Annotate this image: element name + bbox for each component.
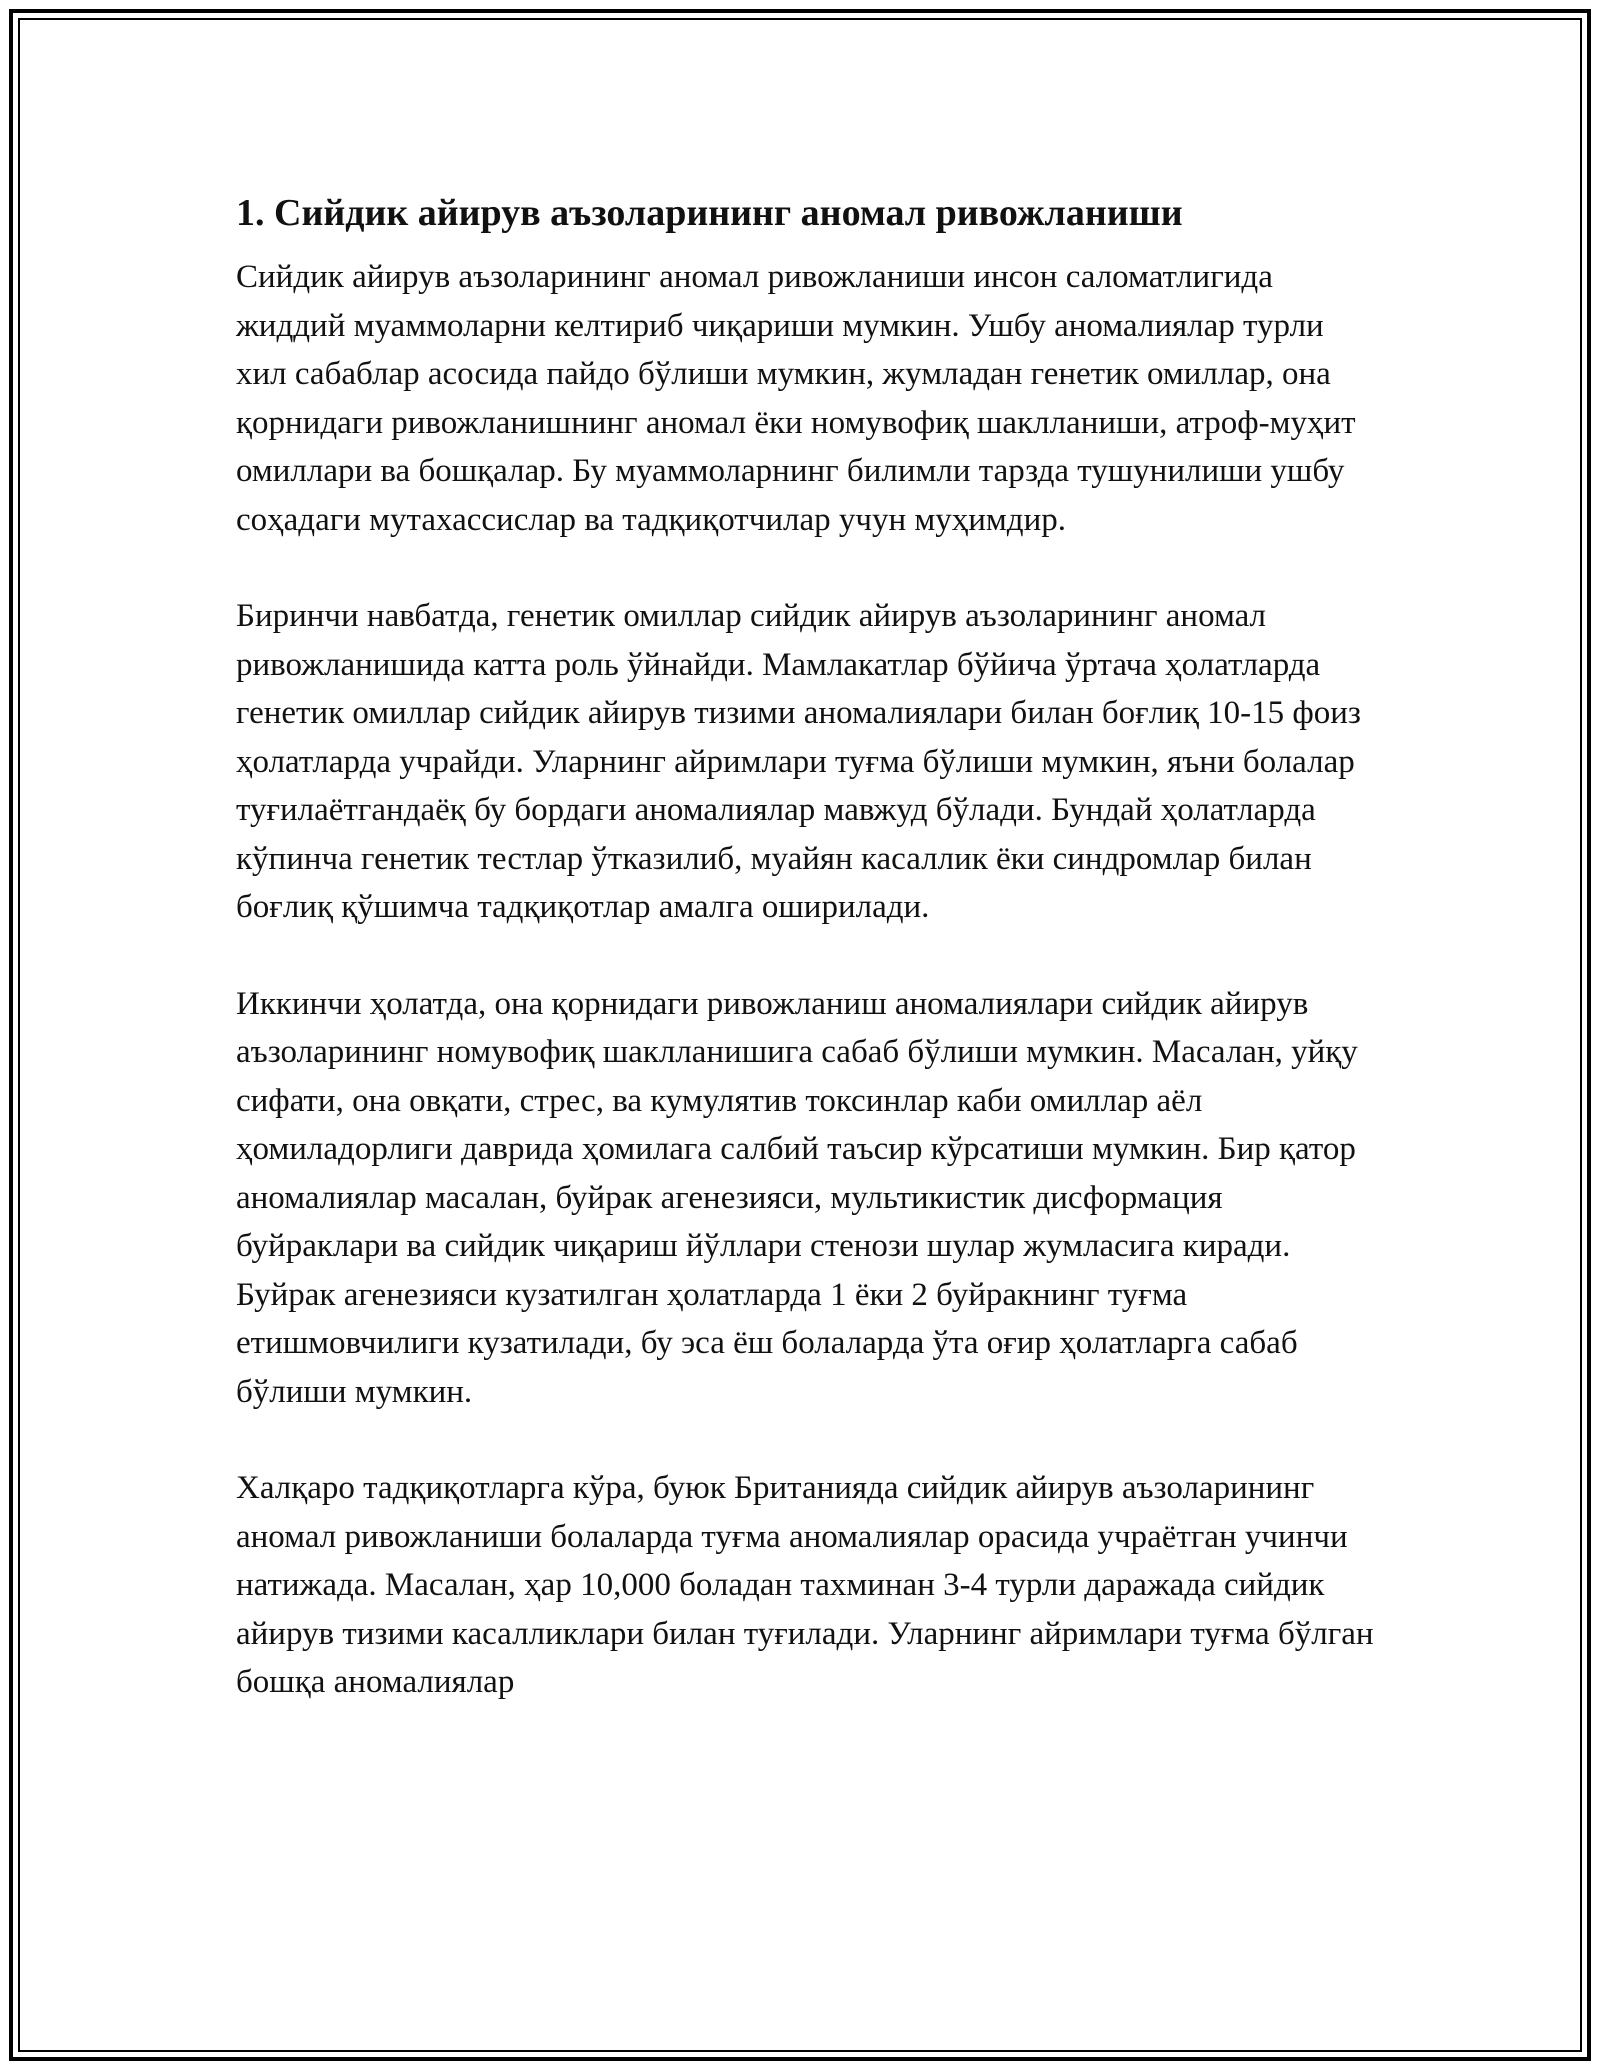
paragraph-1: Сийдик айирув аъзоларининг аномал ривожланиши инсон саломатлигида жиддий муаммоларни келтириб чиқариши мумкин. Ушбу аномалиялар турли хил сабаблар асосида пайдо бўлиши мумкин, жумладан генетик омиллар, она қорнидаги ривожланишнинг аномал ёки номувофиқ шаклланиши, атроф-муҳит омиллари ва бошқалар. Бу муаммоларнинг билимли тарзда тушунилиши ушбу соҳадаги мутахассислар ва тадқиқотчилар учун муҳимдир.	[236, 259, 1356, 538]
paragraph-2: Биринчи навбатда, генетик омиллар сийдик айирув аъзоларининг аномал ривожланишида катта роль ўйнайди. Мамлакатлар бўйича ўртача ҳолатларда генетик омиллар сийдик айирув тизими аномалиялари билан боғлиқ 10-15 фоиз ҳолатларда учрайди. Уларнинг айримлари туғма бўлиши мумкин, яъни болалар туғилаётгандаёқ бу бордаги аномалиялар мавжуд бўлади. Бундай ҳолатларда кўпинча генетик тестлар ўтказилиб, муайян касаллик ёки синдромлар билан боғлиқ қўшимча тадқиқотлар амалга оширилади.	[236, 598, 1361, 925]
paragraph-4: Халқаро тадқиқотларга кўра, буюк Британияда сийдик айирув аъзоларининг аномал ривожланиши болаларда туғма аномалиялар орасида учраётган учинчи натижада. Масалан, ҳар 10,000 боладан тахминан 3-4 турли даражада сийдик айирув тизими касалликлари билан туғилади. Уларнинг айримлари туғма бўлган бошқа аномалиялар	[236, 1470, 1374, 1700]
document-body	[236, 185, 1376, 1755]
paragraph-3: Иккинчи ҳолатда, она қорнидаги ривожланиш аномалиялари сийдик айирув аъзоларининг номувофиқ шаклланишига сабаб бўлиши мумкин. Масалан, уйқу сифати, она овқати, стрес, ва кумулятив токсинлар каби омиллар аёл ҳомиладорлиги даврида ҳомилага салбий таъсир кўрсатиши мумкин. Бир қатор аномалиялар масалан, буйрак агенезияси, мультикистик дисформация буйраклари ва сийдик чиқариш йўллари стенози шулар жумласига киради. Буйрак агенезияси кузатилган ҳолатларда 1 ёки 2 буйракнинг туғма етишмовчилиги кузатилади, бу эса ёш болаларда ўта оғир ҳолатларга сабаб бўлиши мумкин.	[236, 985, 1358, 1410]
section-heading: 1. Сийдик айирув аъзоларининг аномал ривожланиши	[236, 192, 1183, 234]
